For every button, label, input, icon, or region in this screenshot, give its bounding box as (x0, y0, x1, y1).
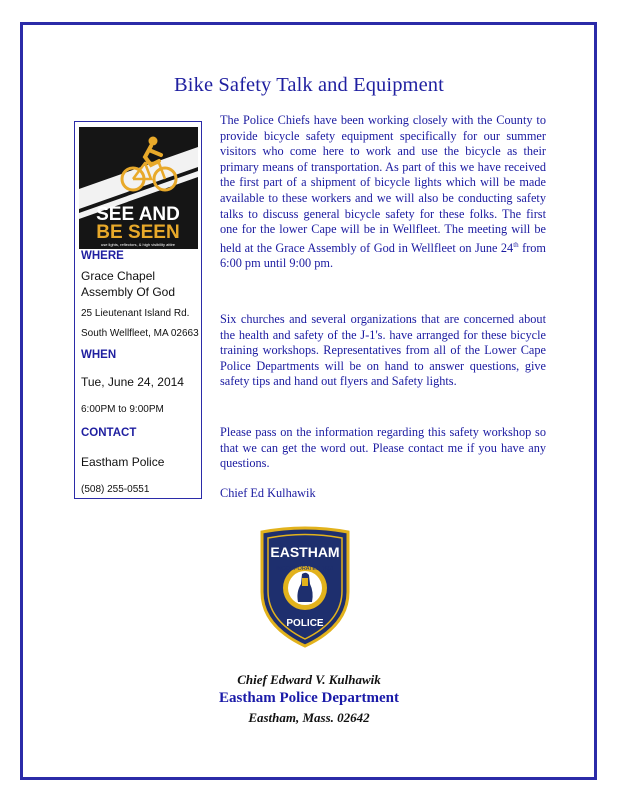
see-and-be-seen-poster (79, 127, 198, 249)
poster-line-1: SEE AND (96, 204, 180, 225)
event-info-sidebar (74, 121, 202, 499)
poster-tagline: use lights, reflectors, & high visibility attire (100, 242, 176, 247)
page-title: Bike Safety Talk and Equipment (174, 74, 444, 96)
event-time: 6:00PM to 9:00PM (81, 404, 164, 415)
closing-paragraph (220, 425, 546, 472)
poster-line-2: BE SEEN (96, 222, 180, 243)
address-line-1: 25 Lieutenant Island Rd. (81, 308, 190, 319)
badge-top-text: EASTHAM (270, 544, 340, 560)
venue-line-1: Grace Chapel (81, 269, 156, 283)
footer-chief-name: Chief Edward V. Kulhawik (237, 672, 381, 687)
where-heading: WHERE (81, 250, 124, 262)
contact-heading: CONTACT (81, 427, 137, 439)
footer-location: Eastham, Mass. 02642 (248, 710, 370, 725)
ordinal-suffix: th (513, 240, 519, 249)
address-line-2: South Wellfleet, MA 02663 (81, 328, 199, 339)
intro-paragraph (220, 113, 546, 272)
badge-bottom-text: POLICE (286, 618, 324, 629)
event-date: Tue, June 24, 2014 (81, 375, 184, 389)
organizations-paragraph (220, 312, 546, 390)
venue-line-2: Assembly Of God (81, 285, 176, 299)
intro-text-b: from 6:00 pm until 9:00 pm. (220, 240, 546, 271)
eastham-police-badge (258, 526, 352, 648)
footer-department: Eastham Police Department (219, 690, 399, 706)
organizations-text: Six churches and several organizations that are concerned about the health and safety of the J-1's. have arranged for these bicycle training workshops. Representatives from all of the Lower Cape Police Departments will be on hand to answer questions, give safety tips and hand out flyers and Safety lights. (220, 312, 546, 389)
signoff: Chief Ed Kulhawik (220, 486, 316, 500)
closing-text: Please pass on the information regarding this safety workshop so that we can get the word out. Please contact me if you have any questions. (220, 425, 546, 471)
contact-phone: (508) 255-0551 (81, 484, 150, 495)
badge-ring-text: INCORPORATED 1651 (276, 566, 334, 572)
when-heading: WHEN (81, 349, 117, 361)
contact-name: Eastham Police (81, 455, 165, 469)
intro-text-a: The Police Chiefs have been working closely with the County to provide bicycle safety equipment specifically for our summer visitors who come here to work and use the bicycle as their primary means of transportation. As part of this we have received the first part of a shipment of bicycle lights which will be made available to these workers and we will also be conducting safety talks to discuss general bicycle safety for these folks. The first one for the lower Cape will be in Wellfleet. The meeting will be held at the Grace Assembly of God in Wellfleet on June 24 (220, 113, 546, 255)
